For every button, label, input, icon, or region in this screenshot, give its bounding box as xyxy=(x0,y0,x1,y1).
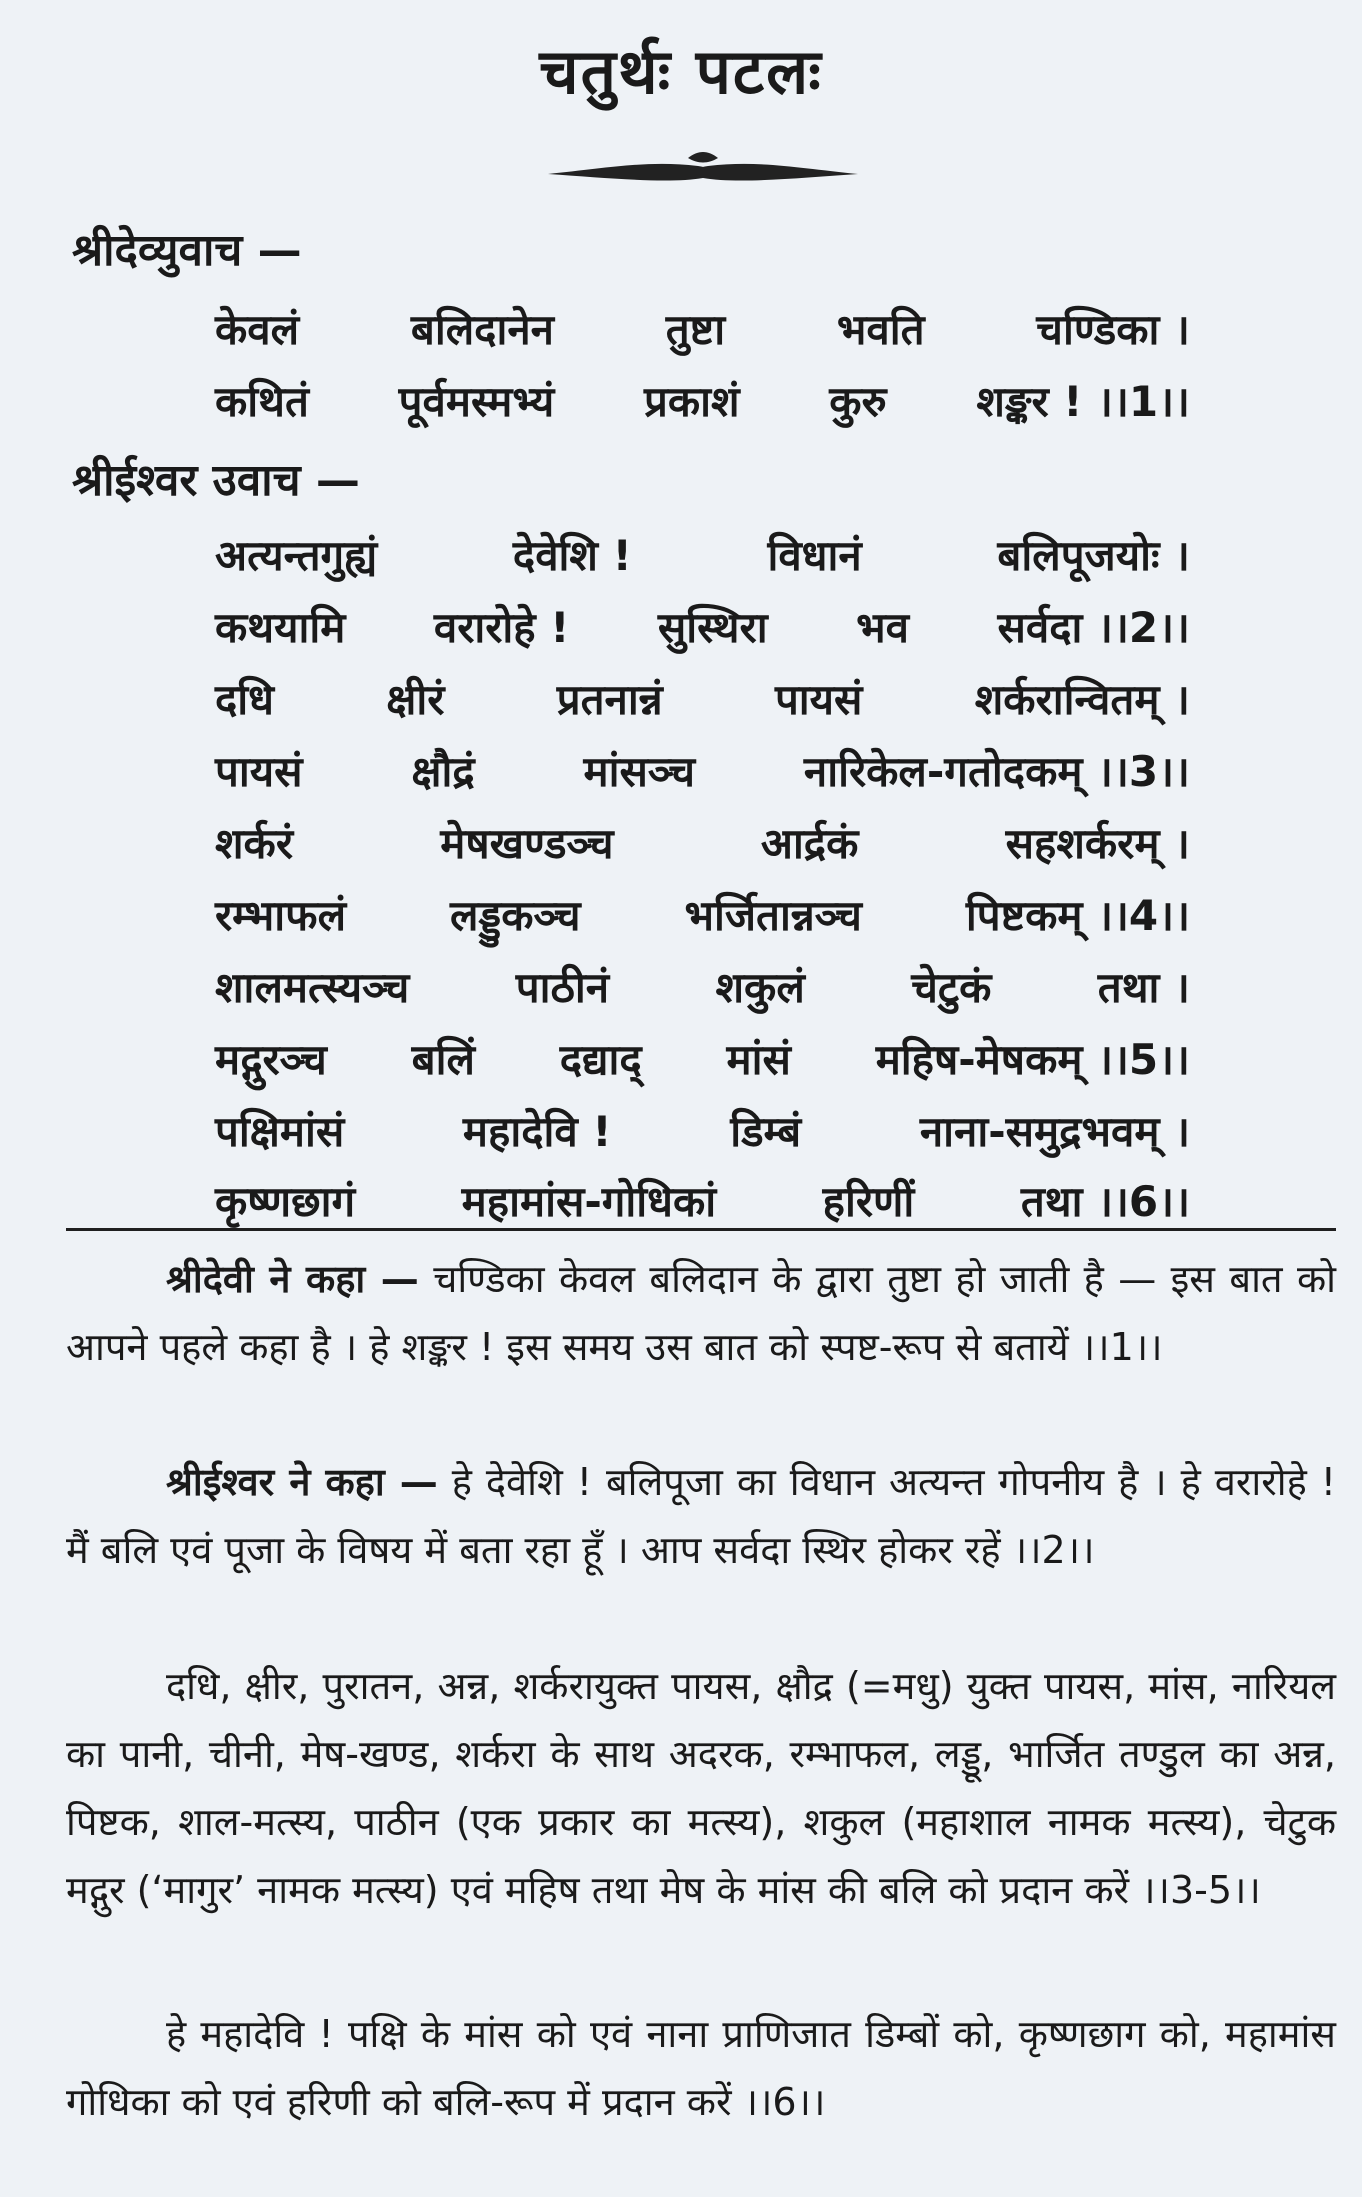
verse-word: शङ्कर ! ।।1।। xyxy=(976,377,1190,426)
verse-word: शालमत्स्यञ्च xyxy=(215,963,410,1012)
verse-word: पाठीनं xyxy=(515,963,610,1012)
verse-word: डिम्बं xyxy=(730,1107,802,1156)
verse-line xyxy=(215,1102,1190,1159)
verse-word: विधानं xyxy=(767,531,862,580)
verse-word: भव xyxy=(856,603,909,652)
verse-word: कथितं xyxy=(215,377,309,426)
verse-line xyxy=(215,598,1190,655)
verse-word: भर्जितान्नञ्च xyxy=(684,891,862,940)
verse-word: आर्द्रकं xyxy=(760,819,859,868)
verse-word: मांसञ्च xyxy=(583,747,696,796)
verse-word: भवति xyxy=(836,305,925,354)
translation-paragraph xyxy=(66,1245,1336,1381)
verse-word: पूर्वमस्मभ्यं xyxy=(398,377,555,426)
chapter-title: चतुर्थः पटलः xyxy=(539,35,823,108)
verse-word: सर्वदा ।।2।। xyxy=(997,603,1190,652)
translation-paragraph xyxy=(66,1448,1336,1584)
translation-speaker: श्रीदेवी ने कहा — xyxy=(166,1257,419,1301)
verse-word: चेटुकं xyxy=(911,963,992,1012)
verse-line xyxy=(215,372,1190,429)
verse-word: तुष्टा xyxy=(665,305,726,354)
verse-word: कुरु xyxy=(829,377,887,426)
translation-speaker: श्रीईश्वर ने कहा — xyxy=(166,1460,438,1504)
verse-word: महादेवि ! xyxy=(462,1107,612,1156)
verse-word: पिष्टकम् ।।4।। xyxy=(965,891,1190,940)
section-divider xyxy=(66,1228,1336,1231)
verse-line xyxy=(215,742,1190,799)
verse-line xyxy=(215,958,1190,1015)
verse-word: मद्गुरञ्च xyxy=(215,1035,327,1084)
verse-word: बलिं xyxy=(411,1035,475,1084)
translation-text: चण्डिका केवल बलिदान के द्वारा तुष्टा हो जाती है — इस बात को आपने पहले कहा है । हे शङ्कर ! इस समय उस बात को स्पष्ट-रूप से बतायें ।।1।। xyxy=(66,1257,1336,1369)
verse-word: देवेशि ! xyxy=(512,531,632,580)
speaker-devi: श्रीदेव्युवाच — xyxy=(72,225,302,276)
verse-line xyxy=(215,300,1190,357)
verse-word: पायसं xyxy=(774,675,863,724)
verse-line xyxy=(215,886,1190,943)
verse-word: बलिपूजयोः । xyxy=(997,531,1190,580)
verse-word: मेषखण्डञ्च xyxy=(440,819,614,868)
verse-word: हरिणीं xyxy=(822,1177,915,1226)
verse-word: शर्करान्वितम् । xyxy=(974,675,1190,724)
verse-word: प्रकाशं xyxy=(643,377,740,426)
verse-line xyxy=(215,1030,1190,1087)
verse-line xyxy=(215,814,1190,871)
verse-word: दद्याद् xyxy=(559,1035,642,1084)
verse-word: तथा ।।6।। xyxy=(1020,1177,1190,1226)
verse-word: दधि xyxy=(215,675,275,724)
verse-word: लड्डुकञ्च xyxy=(449,891,581,940)
verse-word: सहशर्करम् । xyxy=(1005,819,1190,868)
verse-word: चण्डिका । xyxy=(1036,305,1190,354)
verse-word: क्षीरं xyxy=(386,675,445,724)
verse-word: बलिदानेन xyxy=(410,305,554,354)
verse-word: नारिकेल-गतोदकम् ।।3।। xyxy=(803,747,1190,796)
verse-word: क्षौद्रं xyxy=(411,747,475,796)
verse-word: पक्षिमांसं xyxy=(215,1107,345,1156)
verse-word: शकुलं xyxy=(715,963,805,1012)
verse-word: नाना-समुद्रभवम् । xyxy=(919,1107,1190,1156)
verse-line xyxy=(215,670,1190,727)
verse-word: तथा । xyxy=(1097,963,1190,1012)
translation-text: हे देवेशि ! बलिपूजा का विधान अत्यन्त गोपनीय है । हे वरारोहे ! मैं बलि एवं पूजा के विषय में बता रहा हूँ । आप सर्वदा स्थिर होकर रहें ।।2।। xyxy=(66,1460,1336,1572)
verse-word: केवलं xyxy=(215,305,300,354)
verse-word: पायसं xyxy=(215,747,303,796)
verse-word: सुस्थिरा xyxy=(657,603,768,652)
verse-word: कृष्णछागं xyxy=(215,1177,356,1226)
verse-word: महामांस-गोधिकां xyxy=(461,1177,717,1226)
verse-line xyxy=(215,526,1190,583)
verse-word: प्रतनान्नं xyxy=(556,675,663,724)
verse-word: शर्करं xyxy=(215,819,293,868)
verse-word: रम्भाफलं xyxy=(215,891,347,940)
verse-line xyxy=(215,1172,1190,1229)
ornament-divider-icon xyxy=(548,148,858,190)
verse-word: मांसं xyxy=(726,1035,791,1084)
speaker-ishvara: श्रीईश्वर उवाच — xyxy=(72,455,360,506)
verse-word: अत्यन्तगुह्यं xyxy=(215,531,378,580)
verse-word: वरारोहे ! xyxy=(433,603,570,652)
verse-word: कथयामि xyxy=(215,603,346,652)
translation-paragraph: हे महादेवि ! पक्षि के मांस को एवं नाना प्राणिजात डिम्बों को, कृष्णछाग को, महामांस गोधिका को एवं हरिणी को बलि-रूप में प्रदान करें ।।6।। xyxy=(66,2012,1336,2124)
translation-paragraph: दधि, क्षीर, पुरातन, अन्न, शर्करायुक्त पायस, क्षौद्र (=मधु) युक्त पायस, मांस, नारियल का पानी, चीनी, मेष-खण्ड, शर्करा के साथ अदरक, रम्भाफल, लड्डू, भार्जित तण्डुल का अन्न, पिष्टक, शाल-मत्स्य, पाठीन (एक प्रकार का मत्स्य), शकुल (महाशाल नामक मत्स्य), चेटुक मद्गुर (‘मागुर’ नामक मत्स्य) एवं महिष तथा मेष के मांस की बलि को प्रदान करें ।।3-5।। xyxy=(66,1664,1336,1912)
verse-word: महिष-मेषकम् ।।5।। xyxy=(875,1035,1190,1084)
